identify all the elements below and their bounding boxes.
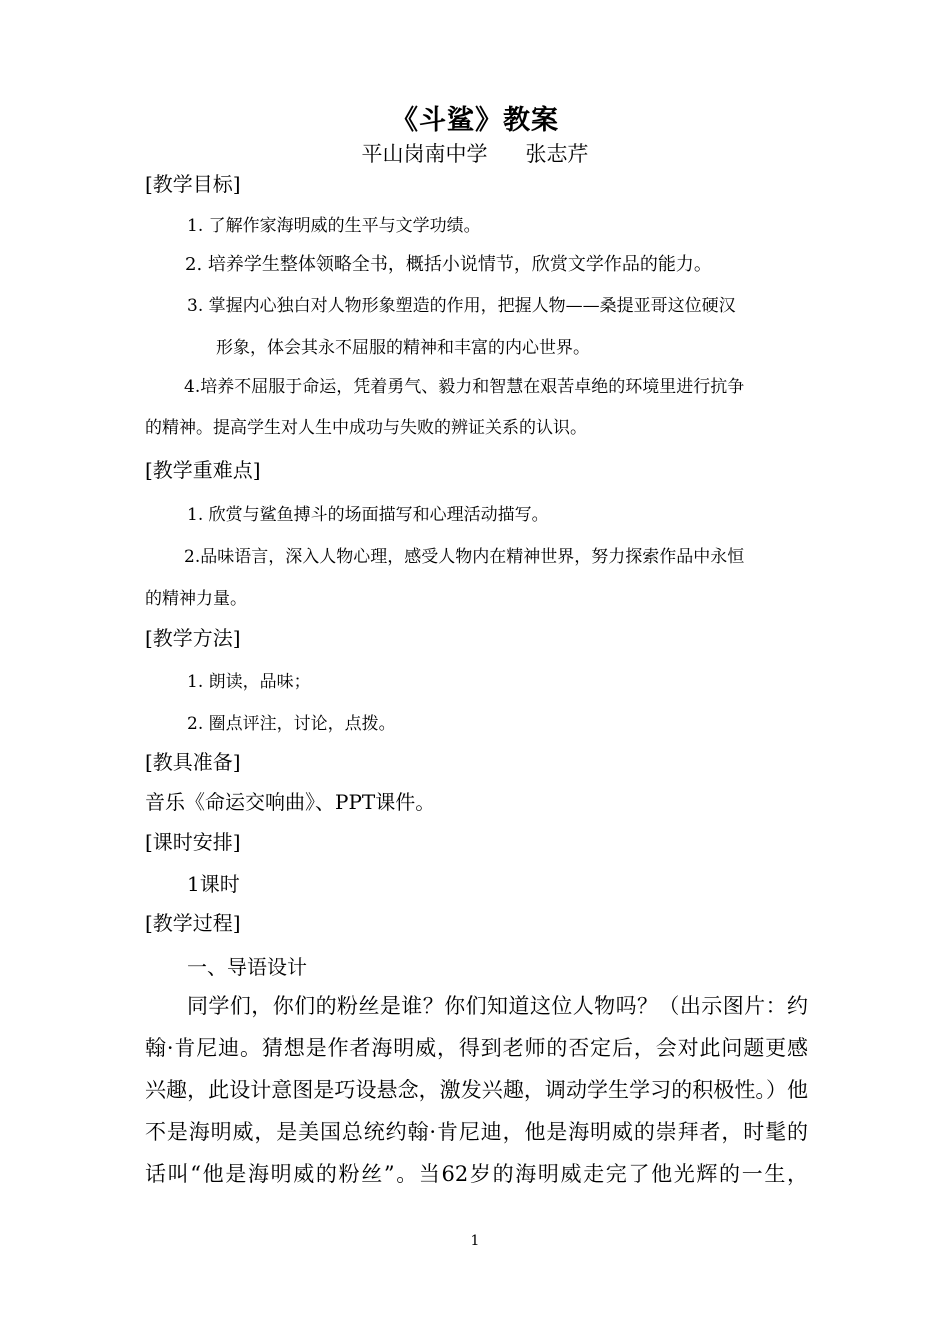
process-paragraph-line5: 话叫“他是海明威的粉丝”。当62岁的海明威走完了他光辉的一生， <box>145 1162 808 1186</box>
process-paragraph-line2: 翰·肯尼迪。猜想是作者海明威，得到老师的否定后，会对此问题更感 <box>145 1036 808 1060</box>
goal-item-1: 1. 了解作家海明威的生平与文学功绩。 <box>187 216 481 236</box>
school-name: 平山岗南中学 <box>361 142 488 166</box>
section-heading-methods: [教学方法] <box>145 626 241 650</box>
key-point-1: 1. 欣赏与鲨鱼搏斗的场面描写和心理活动描写。 <box>187 505 549 525</box>
goal-item-3-line2: 形象，体会其永不屈服的精神和丰富的内心世界。 <box>216 338 590 358</box>
section-heading-goals: [教学目标] <box>145 172 241 196</box>
tools-content: 音乐《命运交响曲》、PPT课件。 <box>145 790 436 814</box>
schedule-content: 1课时 <box>187 872 240 896</box>
document-title: 《斗鲨》教案 <box>391 105 559 136</box>
goal-item-2: 2. 培养学生整体领略全书，概括小说情节，欣赏文学作品的能力。 <box>185 254 712 275</box>
section-heading-process: [教学过程] <box>145 911 241 935</box>
process-paragraph-line3: 兴趣，此设计意图是巧设悬念，激发兴趣，调动学生学习的积极性。）他 <box>145 1078 808 1102</box>
process-subheading-1: 一、导语设计 <box>187 955 307 979</box>
author-name: 张志芹 <box>525 142 589 166</box>
key-point-2-line1: 2.品味语言，深入人物心理，感受人物内在精神世界，努力探索作品中永恒 <box>184 547 745 567</box>
section-heading-key-points: [教学重难点] <box>145 458 261 482</box>
document-subtitle <box>0 138 950 168</box>
goal-item-3-line1: 3. 掌握内心独白对人物形象塑造的作用，把握人物——桑提亚哥这位硬汉 <box>187 296 736 316</box>
goal-item-4-line2: 的精神。提高学生对人生中成功与失败的辨证关系的认识。 <box>145 418 587 438</box>
process-paragraph-line1: 同学们，你们的粉丝是谁？你们知道这位人物吗？（出示图片：约 <box>187 994 808 1018</box>
page-number: 1 <box>470 1233 480 1249</box>
section-heading-schedule: [课时安排] <box>145 830 241 854</box>
key-point-2-line2: 的精神力量。 <box>145 589 247 609</box>
method-item-2: 2. 圈点评注，讨论，点拨。 <box>187 714 396 734</box>
section-heading-tools: [教具准备] <box>145 750 241 774</box>
goal-item-4-line1: 4.培养不屈服于命运，凭着勇气、毅力和智慧在艰苦卓绝的环境里进行抗争 <box>184 377 745 397</box>
method-item-1: 1. 朗读，品味； <box>187 672 311 692</box>
process-paragraph-line4: 不是海明威，是美国总统约翰·肯尼迪，他是海明威的崇拜者，时髦的 <box>145 1120 808 1144</box>
